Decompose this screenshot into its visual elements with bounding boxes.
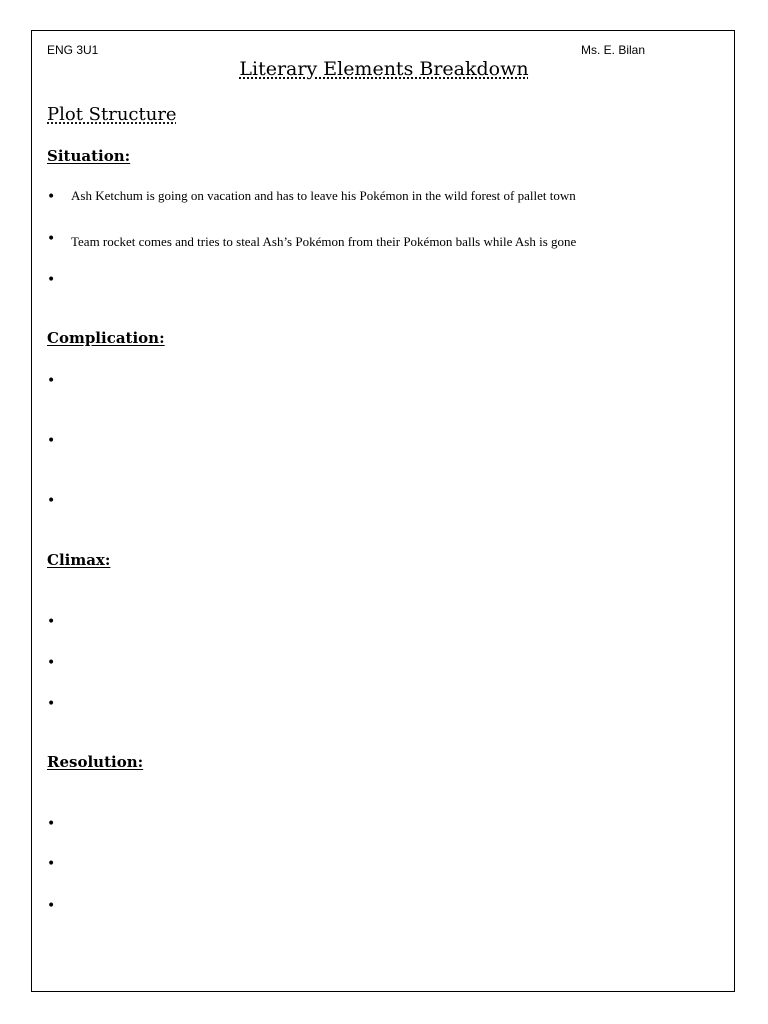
bullet-marker: • [47, 696, 56, 712]
bullet-marker: • [47, 373, 56, 389]
situation-bullet-1: Ash Ketchum is going on vacation and has to leave his Pokémon in the wild forest of pallet town [71, 188, 576, 203]
course-code: ENG 3U1 [47, 43, 99, 57]
resolution-heading: Resolution: [47, 753, 144, 771]
bullet-marker: • [47, 655, 56, 671]
bullet-marker: • [47, 433, 56, 449]
complication-heading: Complication: [47, 329, 165, 347]
document-title: Literary Elements Breakdown [239, 58, 529, 80]
bullet-marker: • [47, 493, 56, 509]
situation-heading: Situation: [47, 147, 131, 165]
teacher-name: Ms. E. Bilan [581, 43, 646, 57]
plot-structure-heading: Plot Structure [47, 104, 177, 125]
bullet-marker: • [47, 856, 56, 872]
bullet-marker: • [47, 614, 56, 630]
bullet-marker: • [47, 231, 56, 247]
bullet-marker: • [47, 816, 56, 832]
bullet-marker: • [47, 272, 56, 288]
climax-heading: Climax: [47, 551, 111, 569]
bullet-marker: • [47, 189, 56, 205]
situation-bullet-2: Team rocket comes and tries to steal Ash’s Pokémon from their Pokémon balls while Ash is gone [71, 234, 577, 249]
page-border [31, 30, 735, 992]
bullet-marker: • [47, 898, 56, 914]
